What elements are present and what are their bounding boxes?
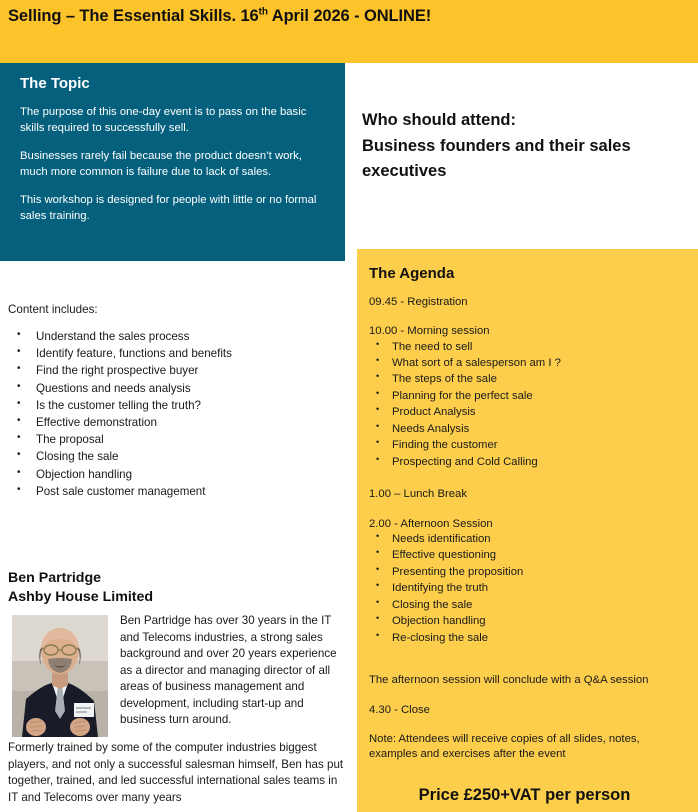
page-title-main: Selling – The Essential Skills. 16 xyxy=(8,7,259,25)
agenda-morning-title: 10.00 - Morning session xyxy=(369,325,490,338)
list-item: • Questions and needs analysis xyxy=(8,383,343,400)
spacer xyxy=(369,649,684,663)
list-item: • Post sale customer management xyxy=(8,486,343,503)
list-item: • Effective demonstration xyxy=(8,417,343,434)
spacer xyxy=(369,689,684,703)
who-should-attend-line-3: executives xyxy=(362,162,447,181)
list-item: • Prospecting and Cold Calling xyxy=(369,457,684,473)
content-includes-block xyxy=(8,303,343,503)
list-item: • Effective questioning xyxy=(369,550,684,566)
list-item: • Needs Analysis xyxy=(369,424,684,440)
list-item: • Objection handling xyxy=(369,616,684,632)
page-title xyxy=(8,7,431,26)
speaker-portrait-illustration xyxy=(12,615,108,737)
list-item: • What sort of a salesperson am I ? xyxy=(369,358,684,374)
price-label: Price £250+VAT per person xyxy=(418,786,631,805)
topic-paragraph: This workshop is designed for people with little or no formal sales training. xyxy=(20,194,317,222)
list-item: • Identify feature, functions and benefits xyxy=(8,348,343,365)
who-should-attend-heading: Who should attend: xyxy=(362,111,516,129)
speaker-bio-secondary: Formerly trained by some of the computer industries biggest players, and not only a successful salesman himself, Ben has put together, trained, and led successful international sales teams in IT and Telecoms over many years xyxy=(8,741,344,804)
list-item: • Find the right prospective buyer xyxy=(8,365,343,382)
who-should-attend-line-2: Business founders and their sales xyxy=(362,136,631,155)
list-item: • Closing the sale xyxy=(8,451,343,468)
spacer xyxy=(369,762,684,776)
agenda-note-line-1: Note: Attendees will receive copies of all slides, notes, xyxy=(369,732,640,745)
page-title-ordinal-suffix: th xyxy=(258,6,268,18)
topic-paragraph: Businesses rarely fail because the product doesn’t work, much more common is failure due to lack of sales. xyxy=(20,150,302,178)
agenda-close: 4.30 - Close xyxy=(369,703,430,716)
topic-panel xyxy=(0,63,345,261)
list-item: • The steps of the sale xyxy=(369,374,684,390)
list-item: • Re-closing the sale xyxy=(369,633,684,649)
header-banner xyxy=(0,0,698,63)
list-item: • Product Analysis xyxy=(369,407,684,423)
agenda-morning-list xyxy=(369,342,684,474)
list-item: • Objection handling xyxy=(8,469,343,486)
agenda-note-line-2: examples and exercises after the event xyxy=(369,748,566,761)
speaker-name: Ben Partridge xyxy=(8,570,102,586)
list-item: • Needs identification xyxy=(369,534,684,550)
agenda-registration: 09.45 - Registration xyxy=(369,296,468,308)
who-should-attend-block xyxy=(362,108,682,185)
list-item: • Closing the sale xyxy=(369,600,684,616)
agenda-heading: The Agenda xyxy=(369,265,455,282)
speaker-bio-primary: Ben Partridge has over 30 years in the IT and Telecoms industries, a strong sales background and over 20 years experience as a director and managing director of all areas of business management and development, including start-up and business turn around. xyxy=(120,614,337,727)
agenda-qa-note: The afternoon session will conclude with a Q&A session xyxy=(369,674,649,687)
topic-paragraph: The purpose of this one-day event is to pass on the basic skills required to successfully sell. xyxy=(20,106,307,134)
speaker-block xyxy=(8,569,348,806)
content-includes-intro: Content includes: xyxy=(8,303,98,316)
list-item: • Presenting the proposition xyxy=(369,567,684,583)
spacer xyxy=(369,776,684,786)
speaker-photo xyxy=(12,615,108,737)
list-item: • Planning for the perfect sale xyxy=(369,391,684,407)
list-item: • Finding the customer xyxy=(369,440,684,456)
spacer xyxy=(369,718,684,732)
speaker-company: Ashby House Limited xyxy=(8,588,154,605)
list-item: • Is the customer telling the truth? xyxy=(8,400,343,417)
list-item: • Identifying the truth xyxy=(369,583,684,599)
list-item: • The proposal xyxy=(8,434,343,451)
topic-heading: The Topic xyxy=(20,75,90,92)
content-includes-list xyxy=(8,331,343,503)
spacer xyxy=(369,473,684,487)
list-item: • The need to sell xyxy=(369,342,684,358)
agenda-panel xyxy=(357,249,698,812)
spacer xyxy=(369,310,684,324)
agenda-afternoon-list xyxy=(369,534,684,649)
spacer xyxy=(369,663,684,673)
agenda-afternoon-title: 2.00 - Afternoon Session xyxy=(369,517,493,530)
list-item: • Understand the sales process xyxy=(8,331,343,348)
speaker-bio-row xyxy=(8,613,348,728)
agenda-lunch: 1.00 – Lunch Break xyxy=(369,488,467,501)
page-title-tail: April 2026 - ONLINE! xyxy=(267,7,432,25)
spacer xyxy=(369,503,684,517)
